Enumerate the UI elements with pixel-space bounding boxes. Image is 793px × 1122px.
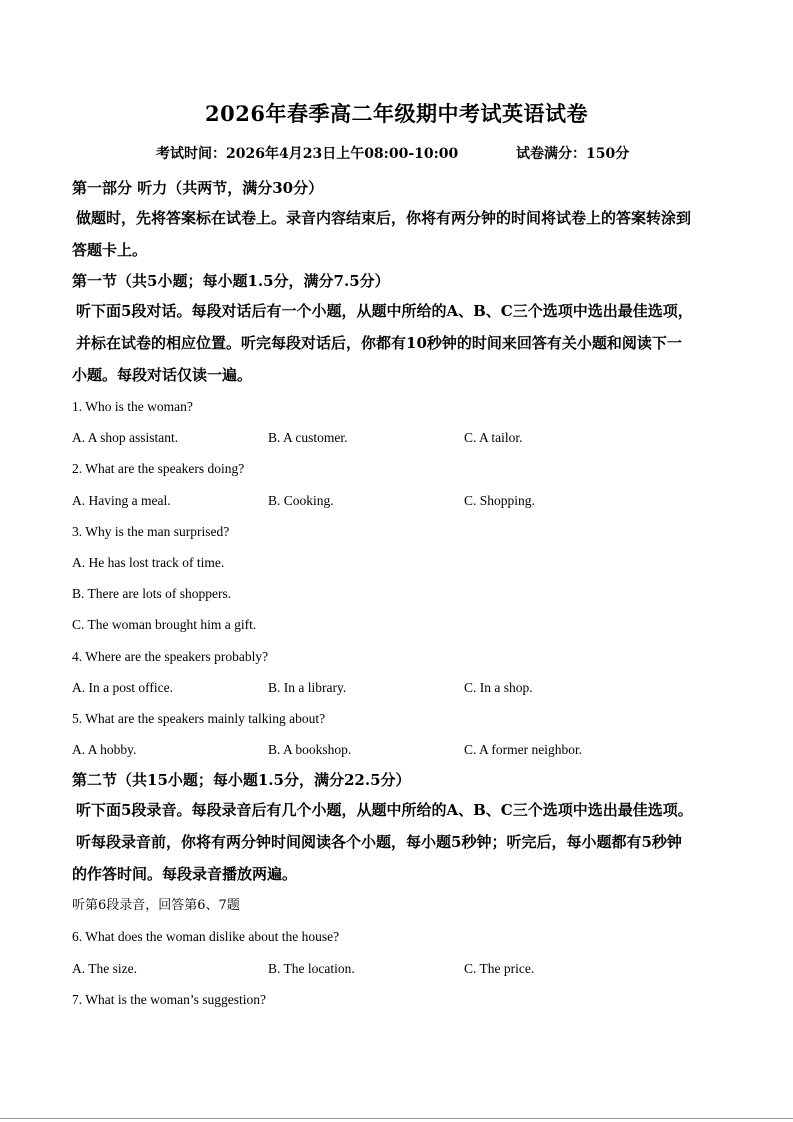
exam-title: 2026年春季高二年级期中考试英语试卷 — [205, 101, 588, 126]
part1-instruction-line2: 答题卡上。 — [72, 241, 148, 259]
question-1-option-a: A. A shop assistant. — [72, 430, 179, 446]
question-2-stem: 2. What are the speakers doing? — [72, 461, 245, 477]
question-3-stem: 3. Why is the man surprised? — [72, 523, 230, 539]
question-5-stem: 5. What are the speakers mainly talking about? — [72, 710, 326, 726]
part1-heading: 第一部分 听力（共两节，满分30分） — [72, 179, 324, 197]
section1-instruction-line2: 并标在试卷的相应位置。听完每段对话后，你都有10秒钟的时间来回答有关小题和阅读下一 — [76, 334, 682, 352]
question-2-option-c: C. Shopping. — [464, 492, 535, 508]
section2-instruction-line3: 的作答时间。每段录音播放两遍。 — [72, 865, 298, 884]
question-1-option-c: C. A tailor. — [464, 430, 523, 446]
question-6-option-b: B. The location. — [268, 960, 355, 976]
question-5-options — [72, 734, 732, 765]
question-7-stem: 7. What is the woman’s suggestion? — [72, 991, 266, 1007]
exam-content — [72, 173, 732, 1015]
exam-score: 试卷满分：150分 — [516, 146, 630, 162]
question-3-option-b: B. There are lots of shoppers. — [72, 586, 232, 602]
part1-instruction-line1: 做题时，先将答案标在试卷上。录音内容结束后，你将有两分钟的时间将试卷上的答案转涂到 — [76, 209, 692, 227]
question-4-option-a: A. In a post office. — [72, 679, 173, 695]
question-5-option-b: B. A bookshop. — [268, 742, 352, 758]
exam-time: 考试时间：2026年4月23日上午08:00-10:00 — [156, 146, 459, 162]
question-3-option-a: A. He has lost track of time. — [72, 554, 225, 570]
section2-heading: 第二节（共15小题；每小题1.5分，满分22.5分） — [72, 771, 411, 790]
section1-instruction-line3: 小题。每段对话仅读一遍。 — [72, 366, 253, 384]
question-1-option-b: B. A customer. — [268, 430, 348, 446]
audio-note-6: 听第6段录音，回答第6、7题 — [72, 898, 240, 914]
exam-meta — [156, 143, 630, 163]
question-6-options — [72, 953, 732, 984]
question-5-option-c: C. A former neighbor. — [464, 742, 583, 758]
question-1-options — [72, 422, 732, 453]
section2-instruction-line1: 听下面5段录音。每段录音后有几个小题，从题中所给的A、B、C三个选项中选出最佳选项。 — [76, 801, 693, 820]
question-2-options — [72, 485, 732, 516]
question-4-option-b: B. In a library. — [268, 679, 347, 695]
section1-heading: 第一节（共5小题；每小题1.5分，满分7.5分） — [72, 272, 390, 290]
question-6-stem: 6. What does the woman dislike about the house? — [72, 929, 340, 945]
question-6-option-a: A. The size. — [72, 960, 137, 976]
section1-instruction-line1: 听下面5段对话。每段对话后有一个小题，从题中所给的A、B、C三个选项中选出最佳选项， — [76, 302, 693, 320]
question-4-stem: 4. Where are the speakers probably? — [72, 648, 269, 664]
question-1-stem: 1. Who is the woman? — [72, 399, 193, 414]
question-5-option-a: A. A hobby. — [72, 742, 137, 758]
question-2-option-b: B. Cooking. — [268, 492, 334, 508]
question-6-option-c: C. The price. — [464, 960, 535, 976]
question-3-option-c: C. The woman brought him a gift. — [72, 617, 257, 633]
section2-instruction-line2: 听每段录音前，你将有两分钟时间阅读各个小题，每小题5秒钟；听完后，每小题都有5秒钟 — [76, 833, 682, 852]
page-bottom-divider — [0, 1118, 793, 1119]
question-4-option-c: C. In a shop. — [464, 679, 533, 695]
question-4-options — [72, 672, 732, 703]
question-2-option-a: A. Having a meal. — [72, 492, 171, 508]
